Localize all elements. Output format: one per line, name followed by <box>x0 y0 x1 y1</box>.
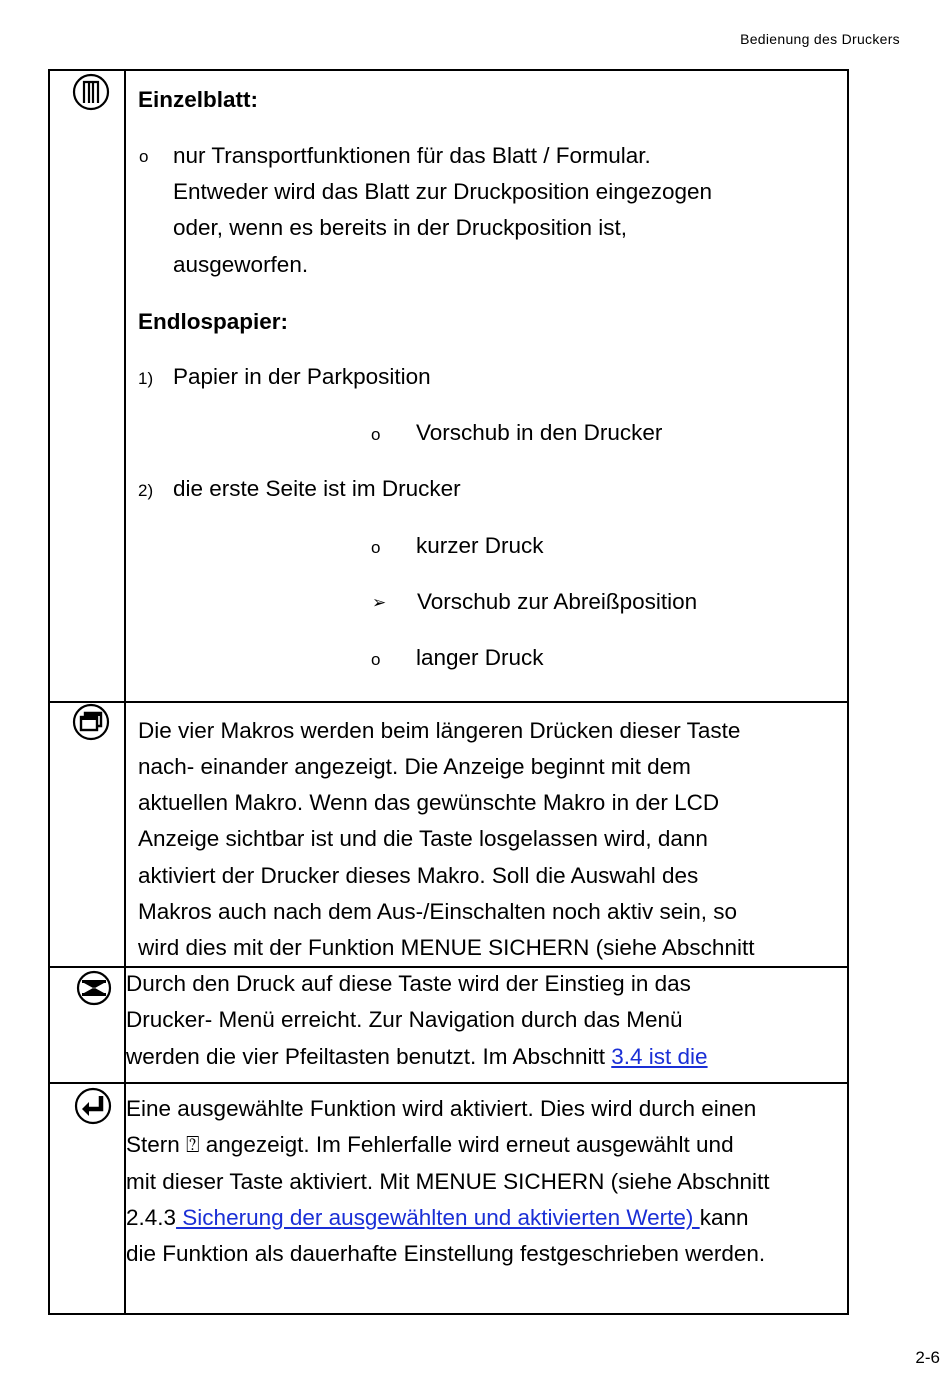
macro-line-7: wird dies mit der Funktion MENUE SICHERN (siehe Abschnitt <box>138 935 755 960</box>
item1-text: Papier in der Parkposition <box>173 364 431 389</box>
enter-line-4 <box>126 1200 748 1237</box>
heading-continuous: Endlospapier: <box>138 309 289 334</box>
sheet-line-4: ausgeworfen. <box>173 252 309 277</box>
paper-feed-icon <box>72 73 110 111</box>
sub2-bullet: o <box>371 538 381 557</box>
sub2-text: kurzer Druck <box>416 533 544 558</box>
sheet-line-3: oder, wenn es bereits in der Druckposition ist, <box>173 215 627 240</box>
menu-line-3 <box>126 1039 708 1076</box>
macro-line-6: Makros auch nach dem Aus-/Einschalten noch aktiv sein, so <box>138 899 738 924</box>
macro-line-1: Die vier Makros werden beim längeren Drücken dieser Taste <box>138 718 741 743</box>
bullet-o: o <box>139 147 149 166</box>
sheet-line-1: nur Transportfunktionen für das Blatt / Formular. <box>173 143 651 168</box>
sub3-text: Vorschub zur Abreißposition <box>417 589 698 614</box>
enter-line-1: Eine ausgewählte Funktion wird aktiviert. Dies wird durch einen <box>126 1096 757 1121</box>
section-2-4-3-link[interactable]: Sicherung der ausgewählten und aktivierten Werte) <box>176 1205 700 1230</box>
sub4-bullet: o <box>371 650 381 669</box>
page-number: 2-6 <box>915 1348 940 1367</box>
menu-line-3-text: werden die vier Pfeiltasten benutzt. Im Abschnitt <box>126 1044 612 1069</box>
macro-line-2: nach- einander angezeigt. Die Anzeige beginnt mit dem <box>138 754 691 779</box>
macro-icon <box>72 703 110 741</box>
sub4-text: langer Druck <box>416 645 544 670</box>
sub1-text: Vorschub in den Drucker <box>416 420 663 445</box>
enter-line-3: mit dieser Taste aktiviert. Mit MENUE SICHERN (siehe Abschnitt <box>126 1169 770 1194</box>
sub3-bullet: ➢ <box>372 593 387 612</box>
enter-line-4-prefix: 2.4.3 <box>126 1205 177 1230</box>
enter-line-4-suffix: kann <box>699 1205 749 1230</box>
heading-sheet: Einzelblatt: <box>138 87 259 112</box>
macro-description <box>126 703 847 966</box>
item1-number: 1) <box>138 369 154 388</box>
enter-icon <box>74 1087 112 1125</box>
sheet-line-2: Entweder wird das Blatt zur Druckposition eingezogen <box>173 179 713 204</box>
item2-text: die erste Seite ist im Drucker <box>173 476 461 501</box>
menu-description <box>126 968 847 1082</box>
sub1-bullet: o <box>371 425 381 444</box>
macro-line-3: aktuellen Makro. Wenn das gewünschte Makro in der LCD <box>138 790 720 815</box>
enter-line-5: die Funktion als dauerhafte Einstellung festgeschrieben werden. <box>126 1241 766 1266</box>
menu-line-2: Drucker- Menü erreicht. Zur Navigation durch das Menü <box>126 1007 683 1032</box>
menu-line-1: Durch den Druck auf diese Taste wird der Einstieg in das <box>126 971 691 996</box>
enter-line-2: Stern ⍰ angezeigt. Im Fehlerfalle wird erneut ausgewählt und <box>126 1132 734 1157</box>
macro-line-5: aktiviert der Drucker dieses Makro. Soll die Auswahl des <box>138 863 699 888</box>
enter-description <box>126 1084 848 1313</box>
macro-line-4: Anzeige sichtbar ist und die Taste losgelassen wird, dann <box>138 826 708 851</box>
page-header: Bedienung des Druckers <box>740 31 900 47</box>
section-3-4-link[interactable]: 3.4 ist die <box>611 1044 708 1069</box>
menu-icon <box>75 969 113 1007</box>
item2-number: 2) <box>138 481 154 500</box>
